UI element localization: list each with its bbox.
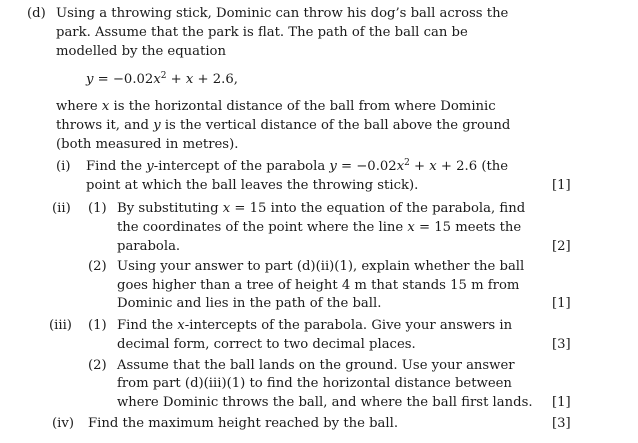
q-i-line-2: point at which the ball leaves the throwing stick). — [86, 178, 419, 193]
q-iii-2-marks: [1] — [552, 395, 571, 410]
q-ii-1-line-3: parabola. — [117, 239, 181, 254]
q-i-marks: [1] — [552, 178, 571, 193]
q-iii-1-label: (1) — [88, 318, 107, 333]
q-i-line-1: Find the y-intercept of the parabola $y = -0.02x^2 + x + 2.6$ (the — [86, 158, 509, 174]
q-iv-marks: [3] — [552, 416, 571, 431]
q-ii-1-marks: [2] — [552, 239, 571, 254]
q-iii-1-line-1: Find the x-intercepts of the parabola. Give your answers in — [117, 318, 513, 333]
q-iii-1-line-2: decimal form, correct to two decimal places. — [117, 337, 416, 352]
q-ii-2-line-2: goes higher than a tree of height 4 m that stands 15 m from — [117, 278, 520, 293]
q-iv-line-1: Find the maximum height reached by the ball. — [88, 416, 399, 431]
q-iii-1-marks: [3] — [552, 337, 571, 352]
where-line-3: (both measured in metres). — [56, 137, 239, 152]
q-ii-2-line-1: Using your answer to part (d)(ii)(1), explain whether the ball — [117, 259, 525, 274]
q-ii-2-line-3: Dominic and lies in the path of the ball. — [117, 296, 382, 311]
q-iii-2-line-2: from part (d)(iii)(1) to find the horizontal distance between — [117, 376, 512, 391]
q-ii-1-line-1: By substituting x = 15 into the equation of the parabola, find — [117, 201, 526, 216]
q-iv-label: (iv) — [52, 416, 74, 431]
q-iii-2-line-1: Assume that the ball lands on the ground. Use your answer — [117, 358, 515, 373]
q-i-label: (i) — [56, 159, 71, 174]
q-ii-1-line-2: the coordinates of the point where the line x = 15 meets the — [117, 220, 522, 235]
q-ii-1-label: (1) — [88, 201, 107, 216]
part-d-label: (d) — [27, 6, 46, 21]
q-ii-2-label: (2) — [88, 259, 107, 274]
q-ii-2-marks: [1] — [552, 296, 571, 311]
q-iii-2-line-3: where Dominic throws the ball, and where the ball first lands. — [117, 395, 533, 410]
q-ii-label: (ii) — [52, 201, 71, 216]
q-iii-2-label: (2) — [88, 358, 107, 373]
intro-line-1: Using a throwing stick, Dominic can throw his dog’s ball across the — [56, 6, 509, 21]
where-line-2: throws it, and y is the vertical distance of the ball above the ground — [56, 118, 511, 133]
where-line-1: where x is the horizontal distance of the ball from where Dominic — [56, 99, 496, 114]
intro-line-3: modelled by the equation — [56, 44, 226, 59]
q-iii-label: (iii) — [49, 318, 72, 333]
intro-line-2: park. Assume that the park is flat. The path of the ball can be — [56, 25, 468, 40]
model-equation: $y = -0.02x^2 + x + 2.6$, — [86, 71, 238, 87]
